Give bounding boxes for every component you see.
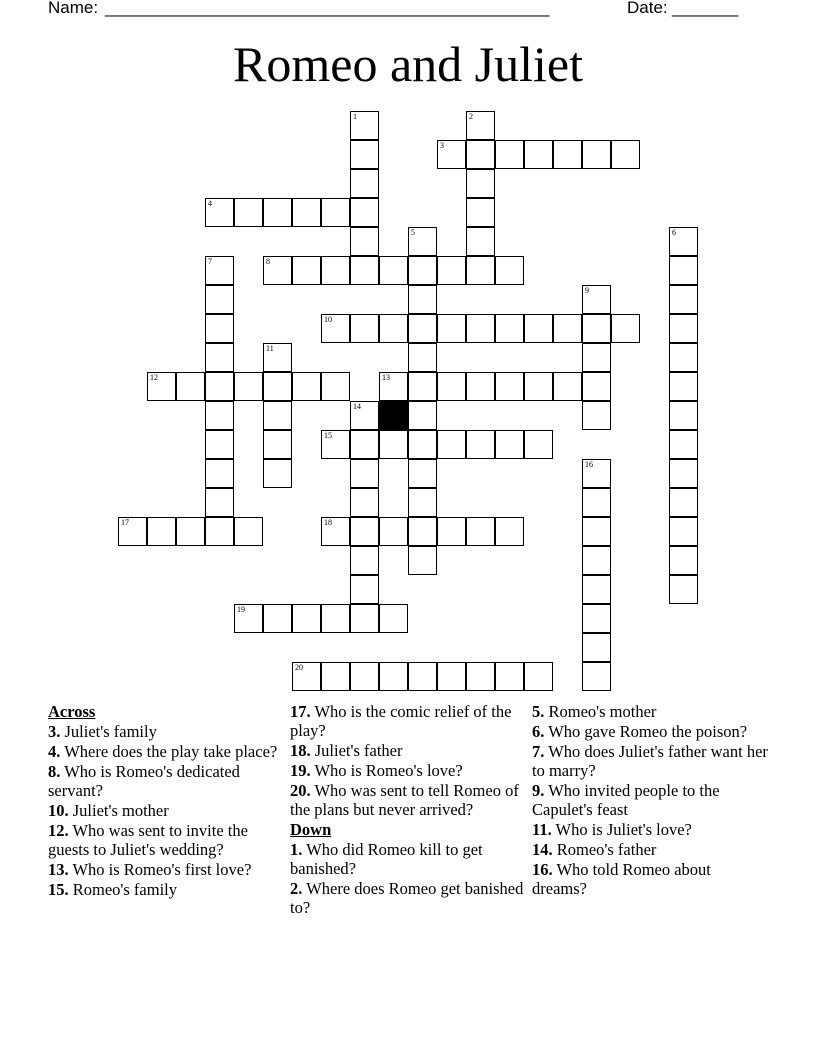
grid-cell[interactable] [408, 401, 437, 430]
cell-number: 16 [585, 460, 593, 469]
grid-cell[interactable] [176, 517, 205, 546]
grid-cell[interactable] [205, 401, 234, 430]
clue-number: 3. [48, 722, 61, 741]
grid-cell[interactable] [408, 343, 437, 372]
cell-number: 9 [585, 286, 589, 295]
clue-item [48, 801, 284, 820]
grid-cell[interactable] [582, 546, 611, 575]
clue-text: Who invited people to the Capulet's feast [532, 781, 720, 819]
grid-cell[interactable] [408, 459, 437, 488]
grid-cell[interactable] [350, 227, 379, 256]
grid-cell[interactable] [466, 111, 495, 140]
grid-cell[interactable] [669, 459, 698, 488]
grid-cell[interactable] [582, 314, 611, 343]
grid-cell[interactable] [408, 488, 437, 517]
grid-cell[interactable] [321, 430, 350, 459]
grid-cell[interactable] [205, 372, 234, 401]
grid-cell[interactable] [234, 198, 263, 227]
grid-cell[interactable] [437, 314, 466, 343]
clue-item [532, 702, 768, 721]
cell-number: 8 [266, 257, 270, 266]
grid-cell[interactable] [553, 372, 582, 401]
grid-cell[interactable] [379, 604, 408, 633]
cell-number: 13 [382, 373, 390, 382]
clue-item [48, 742, 284, 761]
grid-cell[interactable] [582, 459, 611, 488]
clue-number: 20. [290, 781, 311, 800]
clue-number: 17. [290, 702, 311, 721]
grid-cell[interactable] [350, 401, 379, 430]
grid-cell[interactable] [118, 517, 147, 546]
grid-cell[interactable] [234, 517, 263, 546]
grid-cell[interactable] [669, 227, 698, 256]
grid-cell[interactable] [495, 372, 524, 401]
grid-cell[interactable] [582, 140, 611, 169]
clue-number: 15. [48, 880, 69, 899]
grid-cell[interactable] [321, 256, 350, 285]
clue-number: 12. [48, 821, 69, 840]
cell-number: 19 [237, 605, 245, 614]
clue-item [48, 821, 284, 859]
clue-item [290, 781, 526, 819]
grid-cell[interactable] [466, 169, 495, 198]
grid-cell[interactable] [263, 198, 292, 227]
clue-text: Juliet's family [60, 722, 157, 741]
grid-cell[interactable] [379, 256, 408, 285]
cell-number: 18 [324, 518, 332, 527]
cell-number: 15 [324, 431, 332, 440]
grid-cell[interactable] [582, 604, 611, 633]
clue-number: 2. [290, 879, 303, 898]
grid-cell[interactable] [553, 140, 582, 169]
grid-cell[interactable] [263, 430, 292, 459]
grid-cell[interactable] [408, 546, 437, 575]
grid-cell[interactable] [408, 256, 437, 285]
cell-number: 1 [353, 112, 357, 121]
blocked-cell [379, 401, 408, 430]
clue-item [290, 879, 526, 917]
clue-item [532, 742, 768, 780]
grid-cell[interactable] [437, 256, 466, 285]
grid-cell[interactable] [205, 459, 234, 488]
grid-cell[interactable] [466, 314, 495, 343]
grid-cell[interactable] [234, 372, 263, 401]
grid-cell[interactable] [263, 459, 292, 488]
puzzle-title: Romeo and Juliet [233, 36, 583, 92]
grid-cell[interactable] [350, 488, 379, 517]
grid-cell[interactable] [524, 662, 553, 691]
clue-number: 10. [48, 801, 69, 820]
grid-cell[interactable] [263, 604, 292, 633]
grid-cell[interactable] [147, 517, 176, 546]
grid-cell[interactable] [205, 256, 234, 285]
grid-cell[interactable] [321, 314, 350, 343]
grid-cell[interactable] [669, 314, 698, 343]
cell-number: 6 [672, 228, 676, 237]
clue-text: Romeo's family [68, 880, 178, 899]
clue-text: Who is Romeo's love? [310, 761, 463, 780]
clue-number: 8. [48, 762, 61, 781]
grid-cell[interactable] [437, 517, 466, 546]
grid-cell[interactable] [466, 140, 495, 169]
section-heading: Down [290, 820, 332, 839]
grid-cell[interactable] [408, 314, 437, 343]
clue-number: 14. [532, 840, 553, 859]
clue-number: 11. [532, 820, 552, 839]
grid-cell[interactable] [350, 198, 379, 227]
grid-cell[interactable] [611, 140, 640, 169]
clue-text: Who is Romeo's dedicated servant? [48, 762, 240, 800]
grid-cell[interactable] [263, 256, 292, 285]
grid-cell[interactable] [582, 633, 611, 662]
clue-text: Who is the comic relief of the play? [290, 702, 512, 740]
grid-cell[interactable] [582, 372, 611, 401]
grid-cell[interactable] [292, 662, 321, 691]
grid-cell[interactable] [669, 575, 698, 604]
grid-cell[interactable] [205, 314, 234, 343]
grid-cell[interactable] [379, 517, 408, 546]
grid-cell[interactable] [205, 343, 234, 372]
grid-cell[interactable] [466, 662, 495, 691]
grid-cell[interactable] [582, 285, 611, 314]
clue-number: 5. [532, 702, 545, 721]
cell-number: 3 [440, 141, 444, 150]
grid-cell[interactable] [234, 604, 263, 633]
grid-cell[interactable] [524, 314, 553, 343]
grid-cell[interactable] [350, 140, 379, 169]
clue-item [290, 702, 526, 740]
grid-cell[interactable] [437, 140, 466, 169]
grid-cell[interactable] [611, 314, 640, 343]
clue-text: Who gave Romeo the poison? [544, 722, 748, 741]
clue-text: Juliet's mother [68, 801, 169, 820]
grid-cell[interactable] [350, 111, 379, 140]
grid-cell[interactable] [350, 459, 379, 488]
grid-cell[interactable] [437, 372, 466, 401]
grid-cell[interactable] [669, 546, 698, 575]
grid-cell[interactable] [408, 227, 437, 256]
grid-cell[interactable] [466, 256, 495, 285]
cell-number: 17 [121, 518, 129, 527]
grid-cell[interactable] [495, 314, 524, 343]
grid-cell[interactable] [495, 517, 524, 546]
clue-column-1 [48, 702, 284, 900]
grid-cell[interactable] [553, 314, 582, 343]
grid-cell[interactable] [292, 604, 321, 633]
clue-number: 9. [532, 781, 545, 800]
grid-cell[interactable] [350, 575, 379, 604]
grid-cell[interactable] [466, 430, 495, 459]
grid-cell[interactable] [669, 401, 698, 430]
grid-cell[interactable] [292, 372, 321, 401]
clue-column-3 [532, 702, 768, 899]
grid-cell[interactable] [408, 517, 437, 546]
grid-cell[interactable] [495, 430, 524, 459]
grid-cell[interactable] [495, 662, 524, 691]
cell-number: 2 [469, 112, 473, 121]
grid-cell[interactable] [350, 169, 379, 198]
grid-cell[interactable] [350, 662, 379, 691]
clue-number: 19. [290, 761, 311, 780]
grid-cell[interactable] [669, 517, 698, 546]
clue-item [532, 860, 768, 898]
clue-text: Who is Romeo's first love? [68, 860, 252, 879]
cell-number: 7 [208, 257, 212, 266]
grid-cell[interactable] [263, 401, 292, 430]
grid-cell[interactable] [321, 372, 350, 401]
grid-cell[interactable] [350, 256, 379, 285]
clue-number: 7. [532, 742, 545, 761]
clue-item [48, 860, 284, 879]
grid-cell[interactable] [582, 575, 611, 604]
grid-cell[interactable] [669, 285, 698, 314]
cell-number: 5 [411, 228, 415, 237]
grid-cell[interactable] [205, 430, 234, 459]
grid-cell[interactable] [669, 343, 698, 372]
name-label: Name: [48, 0, 99, 17]
grid-cell[interactable] [205, 285, 234, 314]
grid-cell[interactable] [408, 430, 437, 459]
grid-cell[interactable] [379, 372, 408, 401]
grid-cell[interactable] [466, 227, 495, 256]
grid-cell[interactable] [408, 285, 437, 314]
grid-cell[interactable] [350, 517, 379, 546]
grid-cell[interactable] [466, 198, 495, 227]
grid-cell[interactable] [669, 372, 698, 401]
clue-item [290, 840, 526, 878]
grid-cell[interactable] [350, 430, 379, 459]
grid-cell[interactable] [321, 662, 350, 691]
grid-cell[interactable] [205, 488, 234, 517]
grid-cell[interactable] [495, 256, 524, 285]
grid-cell[interactable] [582, 343, 611, 372]
section-heading: Across [48, 702, 96, 721]
clue-number: 4. [48, 742, 61, 761]
clue-item [532, 722, 768, 741]
grid-cell[interactable] [147, 372, 176, 401]
cell-number: 12 [150, 373, 158, 382]
grid-cell[interactable] [669, 488, 698, 517]
grid-cell[interactable] [350, 546, 379, 575]
grid-cell[interactable] [524, 140, 553, 169]
grid-cell[interactable] [321, 517, 350, 546]
cell-number: 4 [208, 199, 212, 208]
grid-cell[interactable] [350, 604, 379, 633]
grid-cell[interactable] [408, 372, 437, 401]
clue-item [48, 762, 284, 800]
clue-text: Romeo's mother [544, 702, 657, 721]
grid-cell[interactable] [263, 372, 292, 401]
clue-number: 13. [48, 860, 69, 879]
clue-column-2 [290, 702, 526, 918]
grid-cell[interactable] [205, 198, 234, 227]
grid-cell[interactable] [582, 488, 611, 517]
clue-text: Who was sent to tell Romeo of the plans but never arrived? [290, 781, 519, 819]
grid-cell[interactable] [292, 256, 321, 285]
cell-number: 10 [324, 315, 332, 324]
clue-number: 6. [532, 722, 545, 741]
date-label: Date: [627, 0, 668, 17]
clue-text: Who was sent to invite the guests to Juliet's wedding? [48, 821, 248, 859]
clue-item [532, 820, 768, 839]
clue-text: Who is Juliet's love? [551, 820, 692, 839]
date-field-line[interactable]: _______ [672, 0, 739, 17]
clue-item [290, 761, 526, 780]
grid-cell[interactable] [524, 430, 553, 459]
grid-cell[interactable] [669, 430, 698, 459]
clue-text: Romeo's father [552, 840, 657, 859]
clue-item [532, 840, 768, 859]
grid-cell[interactable] [408, 662, 437, 691]
clue-text: Where does the play take place? [60, 742, 278, 761]
grid-cell[interactable] [379, 430, 408, 459]
grid-cell[interactable] [437, 430, 466, 459]
clue-text: Who did Romeo kill to get banished? [290, 840, 483, 878]
grid-cell[interactable] [292, 198, 321, 227]
clue-item [290, 741, 526, 760]
clue-item [48, 880, 284, 899]
cell-number: 20 [295, 663, 303, 672]
clue-number: 16. [532, 860, 553, 879]
grid-cell[interactable] [205, 517, 234, 546]
name-field-line[interactable]: _______________________________________________ [105, 0, 550, 17]
clue-number: 18. [290, 741, 311, 760]
grid-cell[interactable] [582, 401, 611, 430]
grid-cell[interactable] [379, 662, 408, 691]
clue-number: 1. [290, 840, 303, 859]
clue-text: Juliet's father [310, 741, 403, 760]
clue-item [48, 722, 284, 741]
grid-cell[interactable] [582, 662, 611, 691]
cell-number: 11 [266, 344, 274, 353]
grid-cell[interactable] [524, 372, 553, 401]
clue-text: Who does Juliet's father want her to marry? [532, 742, 768, 780]
clue-item [532, 781, 768, 819]
grid-cell[interactable] [582, 517, 611, 546]
grid-cell[interactable] [379, 314, 408, 343]
grid-cell[interactable] [321, 198, 350, 227]
grid-cell[interactable] [321, 604, 350, 633]
grid-cell[interactable] [669, 256, 698, 285]
grid-cell[interactable] [466, 517, 495, 546]
grid-cell[interactable] [176, 372, 205, 401]
grid-cell[interactable] [437, 662, 466, 691]
grid-cell[interactable] [495, 140, 524, 169]
grid-cell[interactable] [350, 314, 379, 343]
cell-number: 14 [353, 402, 361, 411]
clue-text: Who told Romeo about dreams? [532, 860, 711, 898]
clue-text: Where does Romeo get banished to? [290, 879, 524, 917]
grid-cell[interactable] [263, 343, 292, 372]
grid-cell[interactable] [466, 372, 495, 401]
